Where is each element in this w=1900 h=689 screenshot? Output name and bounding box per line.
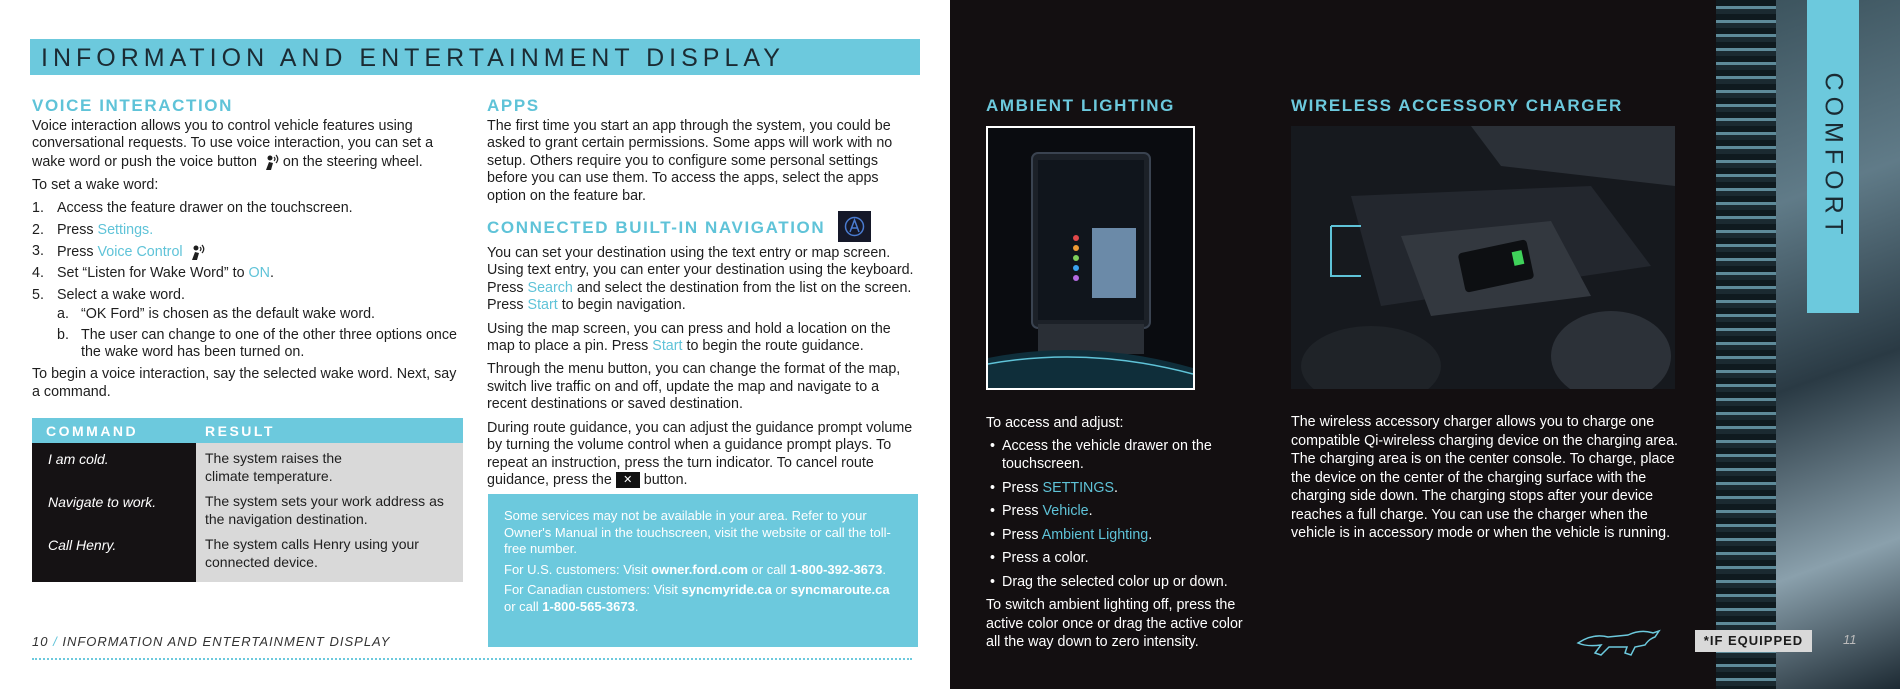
result-cell: The system sets your work address as the navigation destination. bbox=[196, 486, 463, 529]
sub-step-item: a. “OK Ford” is chosen as the default wake word. bbox=[57, 306, 376, 323]
footer-section-label: INFORMATION AND ENTERTAINMENT DISPLAY bbox=[62, 634, 391, 649]
step-item: 4. Set “Listen for Wake Word” to ON. bbox=[32, 265, 274, 282]
list-item: • Press a color. bbox=[986, 549, 1256, 568]
command-cell: Navigate to work. bbox=[32, 486, 196, 529]
column-header-command: COMMAND bbox=[46, 422, 139, 439]
decorative-stripes bbox=[1716, 0, 1776, 689]
voice-control-icon bbox=[187, 243, 205, 261]
table-row bbox=[32, 529, 463, 582]
voice-control-link: Voice Control bbox=[97, 244, 183, 260]
note-box bbox=[488, 494, 918, 647]
step-item: 2. Press Settings. bbox=[32, 221, 154, 238]
step-item: 5. Select a wake word. a. “OK Ford” is chosen as the default wake word. b. The user can change to one of the other three options once the wake word has been turned on. bbox=[32, 286, 457, 361]
ca-phone: 1-800-565-3673 bbox=[542, 598, 635, 614]
command-table bbox=[32, 418, 463, 582]
ambient-intro: To access and adjust: bbox=[986, 415, 1124, 431]
note-text: Some services may not be available in your area. Refer to your Owner's Manual in the touchscreen, visit the website or call the toll-free number. bbox=[504, 508, 891, 556]
mustang-pony-logo bbox=[1573, 623, 1663, 659]
cancel-x-icon: ✕ bbox=[616, 472, 640, 488]
start-link: Start bbox=[527, 297, 558, 314]
table-header bbox=[32, 418, 463, 443]
note-us: For U.S. customers: Visit owner.ford.com or call 1-800-392-3673. bbox=[504, 561, 886, 577]
list-item: • Press Vehicle. bbox=[986, 502, 1256, 521]
charger-heading: WIRELESS ACCESSORY CHARGER bbox=[1291, 96, 1623, 115]
page-number-right: 11 bbox=[1843, 632, 1857, 647]
ambient-heading: AMBIENT LIGHTING bbox=[986, 96, 1175, 115]
ambient-lighting-photo bbox=[986, 126, 1195, 390]
step-item: 3. Press Voice Control bbox=[32, 243, 457, 261]
settings-link: Settings. bbox=[97, 221, 154, 238]
command-cell: Call Henry. bbox=[32, 529, 196, 582]
start-link: Start bbox=[652, 338, 683, 355]
column-header-result: RESULT bbox=[205, 422, 275, 439]
list-item: • Press Ambient Lighting. bbox=[986, 526, 1256, 545]
ambient-steps bbox=[986, 437, 1256, 592]
charger-body: The wireless accessory charger allows you to charge one compatible Qi-wireless charging device on the charging area. The charging area is on the center console. To charge, place the device on the center of the charging surface with the charging side down. The charging stops after your device reaches a full charge. You can use the charger when the vehicle is in accessory mode or when the vehicle is running. bbox=[1291, 414, 1679, 541]
right-page bbox=[950, 0, 1900, 689]
page-title-bar: INFORMATION AND ENTERTAINMENT DISPLAY bbox=[30, 39, 920, 75]
table-row bbox=[32, 486, 463, 529]
on-value: ON bbox=[248, 265, 270, 282]
apps-nav-column bbox=[487, 96, 917, 495]
command-cell: I am cold. bbox=[32, 443, 196, 486]
nav-paragraph-2: Using the map screen, you can press and hold a location on the map to place a pin. Press Start to begin the route guidance. bbox=[487, 320, 891, 355]
navigation-app-icon bbox=[838, 211, 871, 242]
apps-heading: APPS bbox=[487, 96, 540, 115]
list-item: • Access the vehicle drawer on the touchscreen. bbox=[986, 437, 1256, 474]
ambient-body bbox=[986, 414, 1256, 652]
apps-text: The first time you start an app through the system, you could be asked to grant certain permissions. Some apps will work with no setup. Others require you to configure some personal settings before you can use them. To access the apps, select the apps option on the feature bar. bbox=[487, 118, 893, 204]
ca-website-link-1: syncmyride.ca bbox=[681, 582, 772, 597]
ca-website-link-2: syncmaroute.ca bbox=[790, 582, 890, 597]
us-website-link: owner.ford.com bbox=[651, 561, 748, 577]
page-number-left: 10 bbox=[32, 634, 49, 649]
list-item: • Drag the selected color up or down. bbox=[986, 573, 1256, 592]
result-cell: The system calls Henry using your connected device. bbox=[196, 529, 463, 582]
voice-intro: Voice interaction allows you to control vehicle features using conversational requests. To use voice interaction, you can set a wake word or push the voice button on the steering wheel. bbox=[32, 118, 434, 170]
nav-paragraph-1: You can set your destination using the text entry or map screen. Using text entry, you can enter your destination using the keyboard. Press Search and select the destination from the list on the screen. Press Start to begin navigation. bbox=[487, 245, 914, 314]
voice-button-icon bbox=[261, 153, 279, 171]
navigation-heading: CONNECTED BUILT-IN NAVIGATION bbox=[487, 213, 917, 244]
sub-steps bbox=[57, 306, 457, 361]
table-row bbox=[32, 443, 463, 486]
voice-column bbox=[32, 96, 457, 407]
list-item: • Press SETTINGS. bbox=[986, 479, 1256, 498]
nav-paragraph-3: Through the menu button, you can change the format of the map, switch live traffic on and off, update the map and navigate to a recent destinations or saved destination. bbox=[487, 361, 901, 413]
sub-step-item: b. The user can change to one of the other three options once the wake word has been turned on. bbox=[57, 326, 457, 361]
search-link: Search bbox=[527, 279, 573, 296]
result-cell: The system raises the climate temperature. bbox=[196, 443, 463, 486]
section-tab-label: COMFORT bbox=[1819, 72, 1848, 241]
wake-word-steps bbox=[32, 200, 457, 361]
us-phone: 1-800-392-3673 bbox=[789, 561, 883, 577]
set-wake-word-label: To set a wake word: bbox=[32, 177, 159, 193]
ambient-outro: To switch ambient lighting off, press the active color once or drag the active color all the way down to zero intensity. bbox=[986, 597, 1243, 650]
footer-left: 10 / INFORMATION AND ENTERTAINMENT DISPLAY bbox=[32, 634, 391, 649]
voice-heading: VOICE INTERACTION bbox=[32, 96, 233, 115]
nav-paragraph-4: During route guidance, you can adjust the guidance prompt volume by turning the volume control when a guidance prompt plays. To repeat an instruction, press the turn indicator. To cancel route guidance, press the ✕ button. bbox=[487, 419, 913, 488]
voice-outro: To begin a voice interaction, say the selected wake word. Next, say a command. bbox=[32, 366, 457, 400]
if-equipped-badge: *IF EQUIPPED bbox=[1695, 630, 1812, 652]
note-canada: For Canadian customers: Visit syncmyride.ca or syncmaroute.ca or call 1-800-565-3673. bbox=[504, 582, 890, 614]
wireless-charger-photo bbox=[1291, 126, 1675, 389]
dotted-divider bbox=[32, 658, 912, 660]
step-item: 1. Access the feature drawer on the touchscreen. bbox=[32, 200, 353, 217]
